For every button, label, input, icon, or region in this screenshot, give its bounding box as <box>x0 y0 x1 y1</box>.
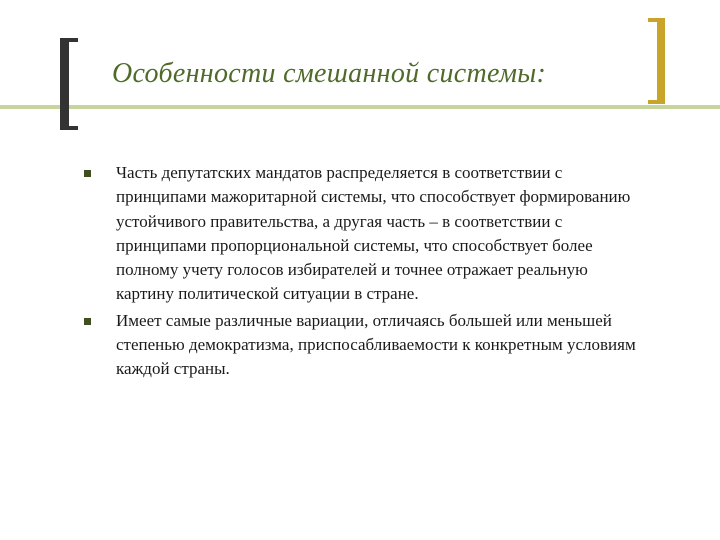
left-bracket-top-decoration <box>60 38 78 42</box>
right-bracket-bottom-decoration <box>648 100 665 104</box>
list-item <box>80 309 640 382</box>
square-bullet-icon <box>84 170 91 177</box>
right-bracket-top-decoration <box>648 18 665 22</box>
bullet-text: Имеет самые различные вариации, отличаясь большей или меньшей степенью демократизма, приспосабливаемости к конкретным условиям каждой страны. <box>116 310 636 379</box>
list-item <box>80 161 640 307</box>
square-bullet-icon <box>84 318 91 325</box>
left-bracket-bottom-decoration <box>60 126 78 130</box>
right-bracket-decoration <box>657 18 665 104</box>
bullet-text: Часть депутатских мандатов распределяется в соответствии с принципами мажоритарной системы, что способствует формированию устойчивого правительства, а другая часть – в соответствии с принципами пропорциональной системы, что способствует более полному учету голосов избирателей и точнее отражает реальную картину политической ситуации в стране. <box>116 163 631 304</box>
left-bracket-decoration <box>60 38 69 130</box>
slide-title: Особенности смешанной системы: <box>112 58 547 89</box>
bullet-list <box>80 161 640 384</box>
title-divider <box>0 105 720 109</box>
